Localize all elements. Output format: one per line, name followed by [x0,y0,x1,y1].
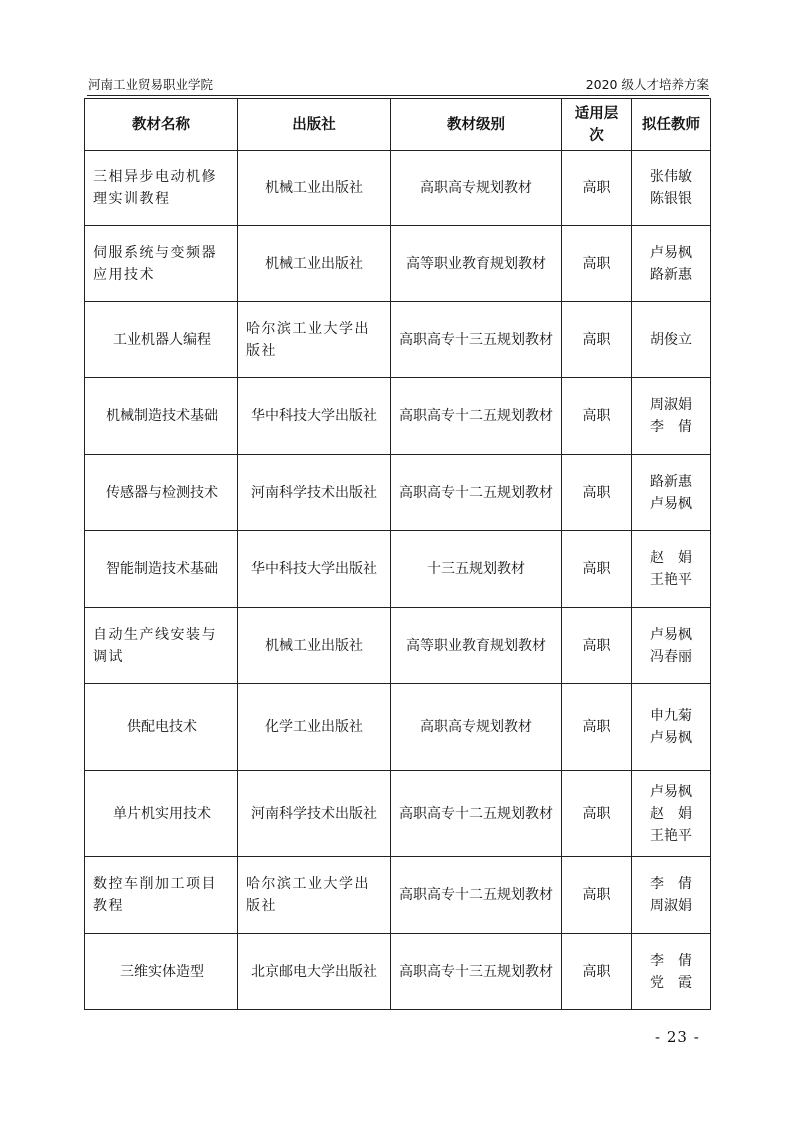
teacher-name: 胡俊立 [650,331,692,348]
header-divider [87,95,709,96]
teacher-name: 党 霞 [650,974,692,991]
table-row [85,151,711,226]
table-row [85,608,711,684]
teacher-name: 李 倩 [650,419,692,435]
table-row [85,771,711,857]
teacher-name: 周淑娟 [650,898,692,914]
teacher-name: 王艳平 [650,572,692,588]
teacher-name: 路新惠 [650,473,692,490]
teacher-name: 李 倩 [650,952,692,969]
book-name: 三相异步电动机修理实训教程 [85,151,238,226]
teachers-cell [632,934,711,1010]
table-row [85,531,711,608]
publisher: 华中科技大学出版社 [238,378,391,455]
teacher-name: 路新惠 [650,266,692,283]
col-header-name: 教材名称 [85,99,238,151]
publisher: 华中科技大学出版社 [238,531,391,608]
publisher: 北京邮电大学出版社 [238,934,391,1010]
teacher-name: 卢易枫 [650,730,692,746]
teacher-name: 张伟敏 [650,169,692,185]
teachers-cell [632,531,711,608]
book-level: 高等职业教育规划教材 [391,226,562,302]
book-level: 高等职业教育规划教材 [391,608,562,684]
book-name: 工业机器人编程 [85,302,238,378]
teachers-cell [632,378,711,455]
publisher: 机械工业出版社 [238,226,391,302]
school-name: 河南工业贸易职业学院 [88,77,214,92]
table-header-row [85,99,711,151]
table-row [85,226,711,302]
book-name: 自动生产线安装与调试 [85,608,238,684]
book-name: 机械制造技术基础 [85,378,238,455]
page-header [88,76,709,93]
teacher-name: 李 倩 [650,876,692,892]
col-header-publisher: 出版社 [238,99,391,151]
book-level: 高职高专规划教材 [391,684,562,771]
book-level: 高职高专十二五规划教材 [391,378,562,455]
book-name: 智能制造技术基础 [85,531,238,608]
teachers-cell [632,608,711,684]
teacher-name: 周淑娟 [650,397,692,413]
table-row [85,302,711,378]
textbook-table [84,98,711,1010]
teacher-name: 卢易枫 [650,495,692,512]
book-name: 伺服系统与变频器应用技术 [85,226,238,302]
publisher: 机械工业出版社 [238,608,391,684]
table-row [85,857,711,934]
teacher-name: 卢易枫 [650,783,692,800]
teacher-name: 赵 娟 [650,550,692,566]
publisher: 哈尔滨工业大学出版社 [238,857,391,934]
book-level: 高职高专十三五规划教材 [391,302,562,378]
col-header-tier: 适用层次 [562,99,632,151]
teachers-cell [632,226,711,302]
table-row [85,684,711,771]
teacher-name: 王艳平 [650,827,692,844]
book-name: 供配电技术 [85,684,238,771]
teachers-cell [632,151,711,226]
teacher-name: 赵 娟 [650,805,692,822]
publisher: 河南科学技术出版社 [238,455,391,531]
table-row [85,455,711,531]
col-header-teachers: 拟任教师 [632,99,711,151]
book-level: 高职高专规划教材 [391,151,562,226]
page-number: - 23 - [655,1028,700,1046]
applicable-tier: 高职 [562,857,632,934]
teacher-name: 卢易枫 [650,244,692,261]
book-level: 高职高专十二五规划教材 [391,857,562,934]
book-name: 数控车削加工项目教程 [85,857,238,934]
applicable-tier: 高职 [562,531,632,608]
plan-title: 2020 级人才培养方案 [585,77,709,92]
book-level: 高职高专十二五规划教材 [391,771,562,857]
book-name: 传感器与检测技术 [85,455,238,531]
applicable-tier: 高职 [562,608,632,684]
applicable-tier: 高职 [562,226,632,302]
publisher: 机械工业出版社 [238,151,391,226]
publisher: 哈尔滨工业大学出版社 [238,302,391,378]
applicable-tier: 高职 [562,378,632,455]
col-header-level: 教材级别 [391,99,562,151]
applicable-tier: 高职 [562,455,632,531]
publisher: 化学工业出版社 [238,684,391,771]
applicable-tier: 高职 [562,684,632,771]
table-row [85,378,711,455]
applicable-tier: 高职 [562,934,632,1010]
book-level: 高职高专十三五规划教材 [391,934,562,1010]
teachers-cell [632,302,711,378]
book-name: 三维实体造型 [85,934,238,1010]
teachers-cell [632,771,711,857]
book-level: 高职高专十二五规划教材 [391,455,562,531]
applicable-tier: 高职 [562,771,632,857]
teacher-name: 卢易枫 [650,626,692,643]
teacher-name: 申九菊 [650,708,692,724]
table-row [85,934,711,1010]
teacher-name: 冯春丽 [650,648,692,665]
book-level: 十三五规划教材 [391,531,562,608]
teacher-name: 陈银银 [650,191,692,207]
teachers-cell [632,684,711,771]
publisher: 河南科学技术出版社 [238,771,391,857]
book-name: 单片机实用技术 [85,771,238,857]
applicable-tier: 高职 [562,151,632,226]
applicable-tier: 高职 [562,302,632,378]
teachers-cell [632,857,711,934]
teachers-cell [632,455,711,531]
